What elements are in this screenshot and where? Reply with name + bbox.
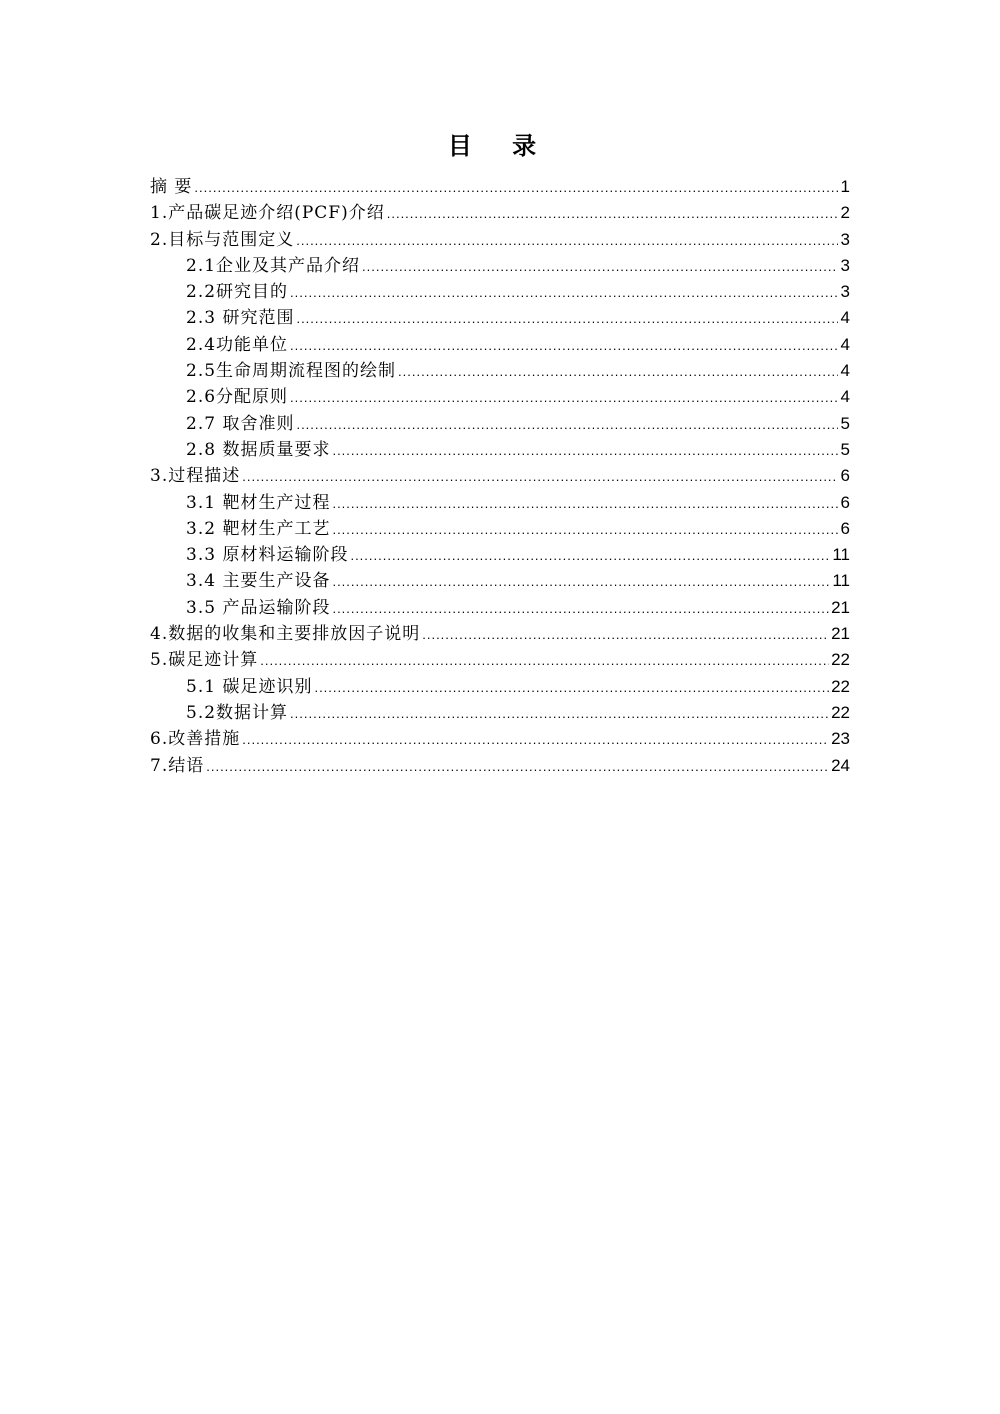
toc-entry-label: 2.3 研究范围 xyxy=(186,308,295,329)
toc-dot-leader xyxy=(362,254,838,280)
toc-entry-page: 5 xyxy=(840,439,850,459)
toc-entry-label: 2.5生命周期流程图的绘制 xyxy=(186,361,397,382)
toc-dot-leader xyxy=(332,596,829,622)
toc-dot-leader xyxy=(290,280,838,306)
toc-entry-page: 6 xyxy=(840,466,850,486)
toc-entry[interactable] xyxy=(150,384,850,410)
toc-entry-label: 3.2 靶材生产工艺 xyxy=(186,518,331,539)
toc-entry[interactable] xyxy=(150,700,850,726)
toc-entry[interactable] xyxy=(150,174,850,200)
toc-entry-label: 6.改善措施 xyxy=(150,729,241,750)
toc-entry[interactable] xyxy=(150,726,850,752)
toc-entry-label: 2.8 数据质量要求 xyxy=(186,439,331,460)
toc-entry-page: 3 xyxy=(840,282,850,302)
toc-entry-page: 6 xyxy=(840,518,850,538)
toc-entry-page: 22 xyxy=(831,650,850,670)
toc-dot-leader xyxy=(290,333,838,359)
toc-dot-leader xyxy=(332,438,838,464)
toc-entry[interactable] xyxy=(150,200,850,226)
toc-entry[interactable] xyxy=(150,621,850,647)
toc-entry-label: 3.4 主要生产设备 xyxy=(186,571,331,592)
toc-entry-label: 7.结语 xyxy=(150,755,205,776)
toc-dot-leader xyxy=(387,201,838,227)
toc-entry[interactable] xyxy=(150,674,850,700)
toc-dot-leader xyxy=(332,517,838,543)
toc-entry-page: 24 xyxy=(831,755,850,775)
toc-entry[interactable] xyxy=(150,437,850,463)
toc-dot-leader xyxy=(194,175,838,201)
toc-entry-page: 4 xyxy=(840,308,850,328)
toc-dot-leader xyxy=(296,228,838,254)
toc-entry[interactable] xyxy=(150,305,850,331)
toc-entry-page: 23 xyxy=(831,729,850,749)
toc-entry-label: 3.5 产品运输阶段 xyxy=(186,597,331,618)
toc-entry-page: 22 xyxy=(831,676,850,696)
toc-entry-page: 11 xyxy=(832,545,850,565)
toc-entry-page: 4 xyxy=(840,387,850,407)
toc-dot-leader xyxy=(290,701,829,727)
toc-entry-label: 4.数据的收集和主要排放因子说明 xyxy=(150,624,421,645)
toc-entry[interactable] xyxy=(150,753,850,779)
toc-entry-label: 2.2研究目的 xyxy=(186,282,289,303)
toc-dot-leader xyxy=(422,622,829,648)
toc-entry[interactable] xyxy=(150,253,850,279)
toc-entry-label: 2.6分配原则 xyxy=(186,387,289,408)
toc-entry-label: 5.碳足迹计算 xyxy=(150,650,259,671)
toc-entry-page: 5 xyxy=(840,413,850,433)
toc-entry[interactable] xyxy=(150,516,850,542)
toc-entry[interactable] xyxy=(150,568,850,594)
toc-dot-leader xyxy=(242,464,838,490)
toc-dot-leader xyxy=(206,754,829,780)
toc-entry-label: 3.1 靶材生产过程 xyxy=(186,492,331,513)
toc-entry[interactable] xyxy=(150,595,850,621)
toc-dot-leader xyxy=(296,412,838,438)
toc-entry[interactable] xyxy=(150,411,850,437)
toc-entry[interactable] xyxy=(150,279,850,305)
toc-entry-page: 4 xyxy=(840,361,850,381)
toc-entry-label: 3.3 原材料运输阶段 xyxy=(186,545,349,566)
toc-entry-page: 21 xyxy=(831,597,850,617)
toc-dot-leader xyxy=(242,727,829,753)
toc-entry-label: 2.7 取舍准则 xyxy=(186,413,295,434)
toc-entry-page: 2 xyxy=(840,203,850,223)
toc-entry[interactable] xyxy=(150,490,850,516)
toc-entry-label: 5.1 碳足迹识别 xyxy=(186,676,313,697)
toc-entry[interactable] xyxy=(150,647,850,673)
toc-entry-page: 22 xyxy=(831,702,850,722)
toc-entry-page: 4 xyxy=(840,334,850,354)
toc-entry-page: 1 xyxy=(840,177,850,196)
toc-entry-label: 2.1企业及其产品介绍 xyxy=(186,255,361,276)
toc-entry[interactable] xyxy=(150,227,850,253)
toc-entry[interactable] xyxy=(150,358,850,384)
toc-dot-leader xyxy=(350,543,830,569)
toc-entry[interactable] xyxy=(150,463,850,489)
toc-entry-label: 3.过程描述 xyxy=(150,466,241,487)
toc-entry-label: 2.4功能单位 xyxy=(186,334,289,355)
toc-entry-page: 3 xyxy=(840,255,850,275)
toc-dot-leader xyxy=(260,648,829,674)
toc-dot-leader xyxy=(332,491,838,517)
toc-entry-page: 11 xyxy=(832,571,850,591)
toc-dot-leader xyxy=(398,359,838,385)
toc-entry-page: 21 xyxy=(831,624,850,644)
toc-entry-page: 6 xyxy=(840,492,850,512)
toc-entry[interactable] xyxy=(150,542,850,568)
toc-entry-label: 2.目标与范围定义 xyxy=(150,229,295,250)
toc-title: 目 录 xyxy=(447,131,553,160)
toc-dot-leader xyxy=(296,306,838,332)
toc-dot-leader xyxy=(290,385,838,411)
toc-dot-leader xyxy=(332,569,830,595)
table-of-contents xyxy=(150,174,850,779)
toc-entry-label: 5.2数据计算 xyxy=(186,702,289,723)
toc-entry-label: 1.产品碳足迹介绍(PCF)介绍 xyxy=(150,203,385,224)
toc-entry-page: 3 xyxy=(840,229,850,249)
toc-dot-leader xyxy=(314,675,829,701)
toc-entry[interactable] xyxy=(150,332,850,358)
toc-entry-label: 摘 要 xyxy=(150,177,193,197)
